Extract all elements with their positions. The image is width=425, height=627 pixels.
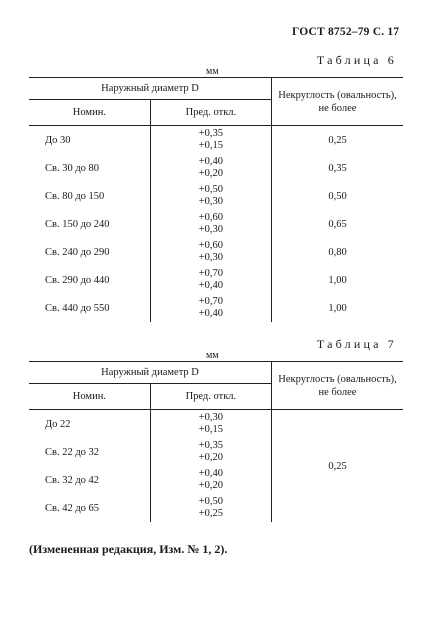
tolerance-upper: +0,50 (198, 184, 224, 195)
tolerance-cell (150, 238, 271, 266)
amendment-note: (Измененная редакция, Изм. № 1, 2). (29, 542, 228, 556)
tolerance-lower: +0,30 (198, 252, 224, 263)
tolerance-lower: +0,30 (198, 224, 224, 235)
table-7-group-header: Наружный диаметр D (29, 362, 272, 384)
nominal-cell: До 30 (45, 134, 71, 146)
ovality-cell-merged: 0,25 (272, 410, 404, 523)
table-row (29, 266, 403, 294)
table-7-tol-header: Пред. откл. (150, 384, 271, 410)
tolerance-lower: +0,30 (198, 196, 224, 207)
tolerance-upper: +0,60 (198, 212, 224, 223)
tolerance-cell (150, 294, 271, 322)
tolerance-upper: +0,35 (198, 440, 224, 451)
ovality-cell: 1,00 (272, 266, 404, 294)
tolerance-cell (150, 182, 271, 210)
tolerance-cell (150, 438, 271, 466)
table-6-ovality-header: Некруглость (овальность), не более (272, 78, 404, 126)
tolerance-cell (150, 266, 271, 294)
table-row (29, 182, 403, 210)
tolerance-cell (150, 126, 271, 155)
tolerance-upper: +0,35 (198, 128, 224, 139)
tolerance-cell (150, 494, 271, 522)
nominal-cell: До 22 (45, 418, 71, 430)
tolerance-lower: +0,15 (198, 140, 224, 151)
tolerance-upper: +0,30 (198, 412, 224, 423)
tolerance-upper: +0,40 (198, 156, 224, 167)
tolerance-lower: +0,15 (198, 424, 224, 435)
nominal-cell: Св. 80 до 150 (45, 190, 105, 202)
table-row (29, 294, 403, 322)
nominal-cell: Св. 42 до 65 (45, 502, 100, 514)
tolerance-upper: +0,50 (198, 496, 224, 507)
table-6 (29, 77, 403, 322)
tolerance-cell (150, 154, 271, 182)
ovality-cell: 0,65 (272, 210, 404, 238)
tolerance-lower: +0,40 (198, 308, 224, 319)
tolerance-upper: +0,70 (198, 268, 224, 279)
tolerance-upper: +0,70 (198, 296, 224, 307)
tolerance-upper: +0,60 (198, 240, 224, 251)
table-row (29, 154, 403, 182)
table-6-tol-header: Пред. откл. (150, 100, 271, 126)
tolerance-lower: +0,40 (198, 280, 224, 291)
nominal-cell: Св. 150 до 240 (45, 218, 110, 230)
nominal-cell: Св. 22 до 32 (45, 446, 100, 458)
table-row (29, 410, 403, 439)
tolerance-lower: +0,25 (198, 508, 224, 519)
table-row (29, 126, 403, 155)
table-6-nom-header: Номин. (29, 100, 150, 126)
tolerance-lower: +0,20 (198, 452, 224, 463)
table-7-nom-header: Номин. (29, 384, 150, 410)
table-row (29, 238, 403, 266)
ovality-cell: 1,00 (272, 294, 404, 322)
table-7-caption: Таблица 7 (316, 337, 397, 351)
ovality-cell: 0,50 (272, 182, 404, 210)
table-6-group-header: Наружный диаметр D (29, 78, 272, 100)
table-7-ovality-header: Некруглость (овальность), не более (272, 362, 404, 410)
ovality-cell: 0,25 (272, 126, 404, 155)
tolerance-cell (150, 210, 271, 238)
tolerance-lower: +0,20 (198, 480, 224, 491)
nominal-cell: Св. 290 до 440 (45, 274, 110, 286)
tolerance-upper: +0,40 (198, 468, 224, 479)
nominal-cell: Св. 32 до 42 (45, 474, 100, 486)
table-row (29, 210, 403, 238)
table-6-caption: Таблица 6 (316, 53, 397, 67)
table-6-units: мм (206, 66, 219, 77)
page-header: ГОСТ 8752–79 С. 17 (292, 26, 400, 38)
ovality-cell: 0,80 (272, 238, 404, 266)
nominal-cell: Св. 440 до 550 (45, 302, 110, 314)
tolerance-lower: +0,20 (198, 168, 224, 179)
table-7-units: мм (206, 350, 219, 361)
nominal-cell: Св. 30 до 80 (45, 162, 100, 174)
ovality-cell: 0,35 (272, 154, 404, 182)
tolerance-cell (150, 466, 271, 494)
table-7 (29, 361, 403, 522)
nominal-cell: Св. 240 до 290 (45, 246, 110, 258)
tolerance-cell (150, 410, 271, 439)
